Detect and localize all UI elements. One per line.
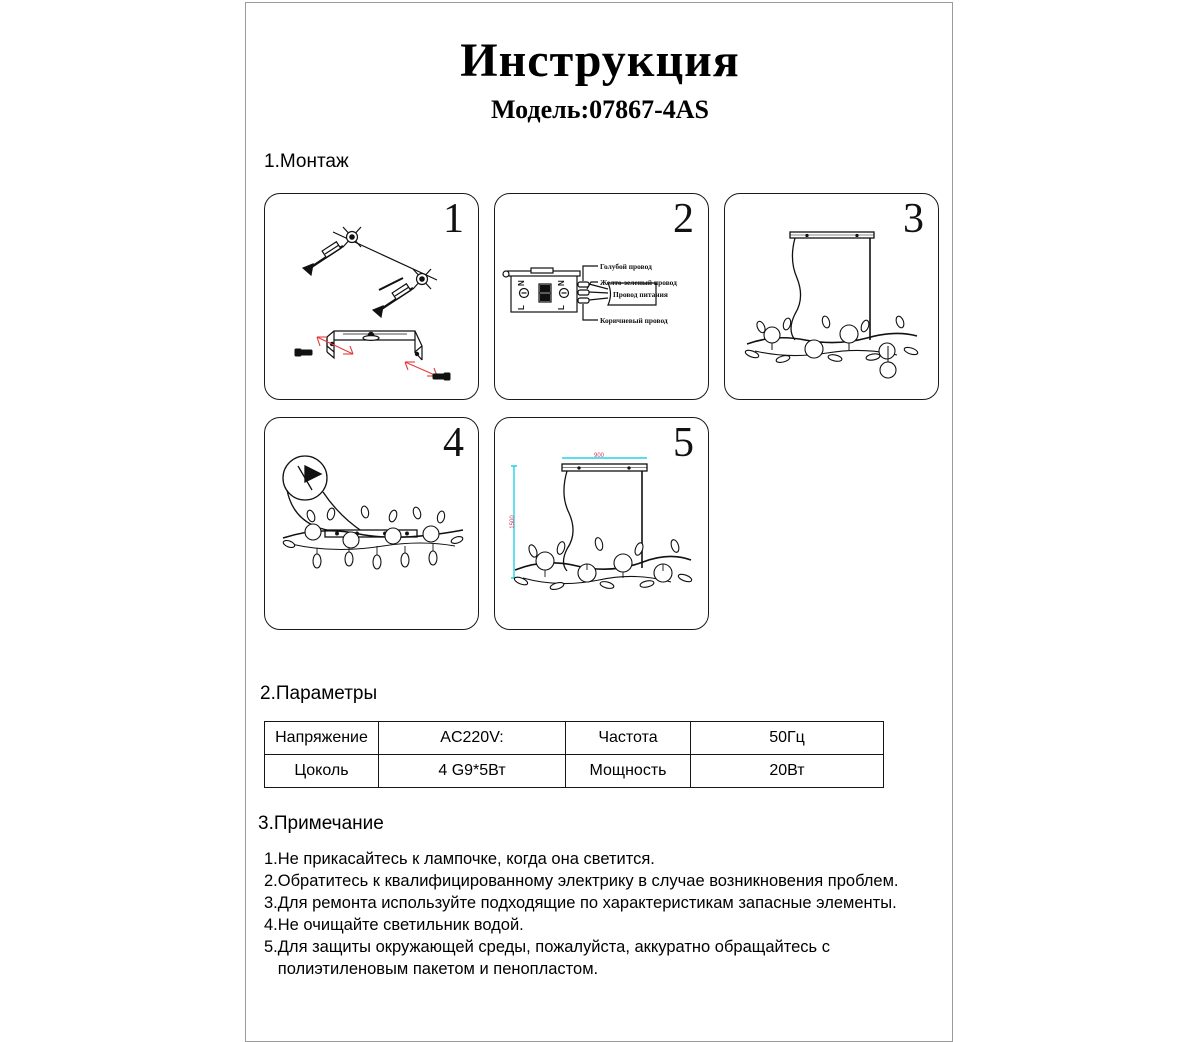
param-socket-value: 4 G9*5Вт — [379, 755, 566, 788]
dimension-height-label: 1500 — [510, 515, 516, 529]
param-frequency-label: Частота — [566, 722, 691, 755]
panel-number-4: 4 — [443, 420, 464, 466]
bulb-installation-detail — [265, 418, 479, 630]
step-panel-3 — [724, 193, 939, 400]
param-voltage-value: AC220V: — [379, 722, 566, 755]
dimension-width-label: 900 — [593, 453, 605, 459]
page-title: Инструкция — [460, 34, 740, 87]
note-item: 4.Не очищайте светильник водой. — [264, 916, 524, 934]
wiring-diagram — [495, 194, 709, 400]
section-heading-parameters: 2.Параметры — [260, 683, 378, 704]
mounting-bracket-diagram — [265, 194, 479, 400]
step-panel-2 — [494, 193, 709, 400]
panel-number-2: 2 — [673, 196, 694, 242]
terminal-label-l-right: L — [557, 305, 566, 310]
terminal-label-l-left: L — [517, 305, 526, 310]
section-heading-mounting: 1.Монтаж — [264, 151, 349, 172]
label-power-wire: Провод питания — [613, 290, 668, 299]
instruction-page — [245, 2, 953, 1042]
step-panel-5 — [494, 417, 709, 630]
dimensions-diagram — [495, 418, 709, 630]
panel-number-3: 3 — [903, 196, 924, 242]
terminal-label-n-left: N — [517, 280, 526, 286]
label-blue-wire: Голубой провод — [600, 262, 652, 271]
note-item: 5.Для защиты окружающей среды, пожалуйста, аккуратно обращайтесь с — [264, 938, 830, 956]
note-item: 3.Для ремонта используйте подходящие по характеристикам запасные элементы. — [264, 894, 897, 912]
step-panel-4 — [264, 417, 479, 630]
param-power-value: 20Вт — [691, 755, 884, 788]
panel-number-5: 5 — [673, 420, 694, 466]
table-row — [265, 722, 884, 755]
parameters-table — [264, 721, 884, 788]
table-row — [265, 755, 884, 788]
notes-list — [264, 848, 944, 980]
param-voltage-label: Напряжение — [265, 722, 379, 755]
param-power-label: Мощность — [566, 755, 691, 788]
hanging-fixture-diagram — [725, 194, 939, 400]
note-item: полиэтиленовым пакетом и пенопластом. — [264, 960, 599, 978]
param-frequency-value: 50Гц — [691, 722, 884, 755]
model-number: Модель:07867-4AS — [490, 95, 710, 124]
note-item: 2.Обратитесь к квалифицированному электрику в случае возникновения проблем. — [264, 872, 899, 890]
param-socket-label: Цоколь — [265, 755, 379, 788]
terminal-label-n-right: N — [557, 280, 566, 286]
note-item: 1.Не прикасайтесь к лампочке, когда она светится. — [264, 850, 655, 868]
panel-number-1: 1 — [443, 196, 464, 242]
section-heading-notes: 3.Примечание — [258, 813, 384, 834]
step-panel-1 — [264, 193, 479, 400]
label-brown-wire: Коричневый провод — [600, 316, 668, 325]
label-yellow-green-wire: Желто-зеленый провод — [600, 278, 677, 287]
